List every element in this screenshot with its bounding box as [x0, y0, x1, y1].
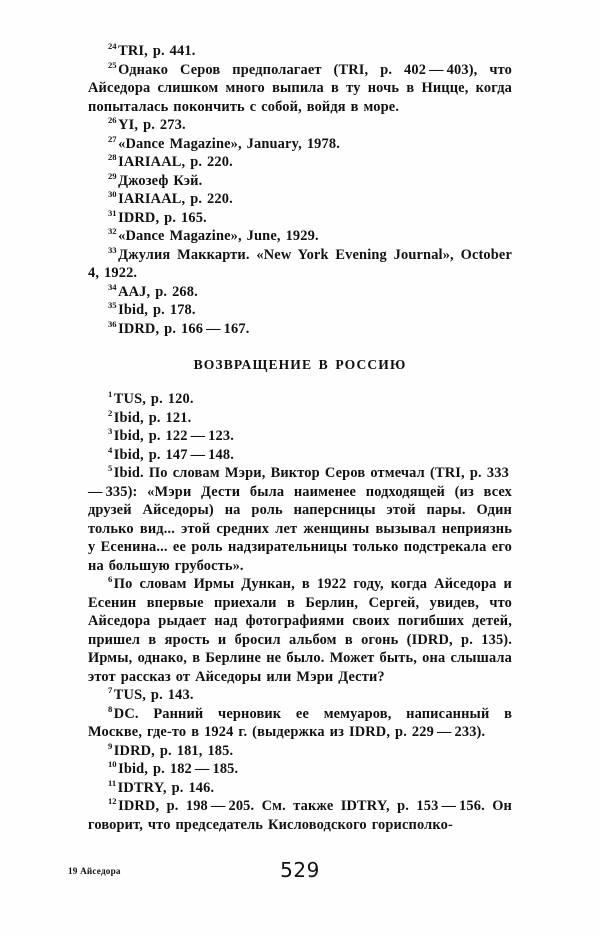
endnote-item	[88, 42, 512, 61]
endnote-text: IDTRY, p. 146.	[117, 779, 215, 796]
endnote-number: 9	[108, 740, 113, 751]
endnote-item	[88, 427, 512, 446]
endnote-item	[88, 686, 512, 705]
endnote-text: TUS, p. 143.	[113, 687, 194, 703]
endnote-item	[88, 209, 512, 228]
endnote-text: Ibid, p. 178.	[118, 302, 196, 318]
endnote-number: 10	[108, 759, 117, 770]
endnote-text: Ibid, p. 121.	[113, 409, 192, 426]
endnote-text: Ibid, p. 122 — 123.	[113, 428, 234, 444]
endnote-item	[88, 190, 512, 209]
endnote-item	[88, 172, 512, 191]
endnotes-list-previous-chapter	[88, 42, 512, 338]
endnote-number: 12	[108, 796, 117, 807]
endnote-text: IDRD, p. 198 — 205. См. также IDTRY, p. 153 — 156. Он говорит, что председатель Кисловодского горисполко-	[88, 798, 512, 833]
endnote-number: 35	[108, 300, 117, 311]
endnote-item	[88, 575, 512, 686]
endnote-item	[88, 705, 512, 742]
endnote-text: IARIAAL, p. 220.	[118, 154, 233, 170]
text-column	[88, 42, 512, 834]
endnote-number: 32	[108, 226, 117, 237]
endnote-text: IARIAAL, p. 220.	[118, 191, 233, 207]
endnote-number: 1	[108, 389, 113, 400]
page-footer	[0, 858, 600, 898]
endnote-number: 5	[108, 463, 113, 474]
endnote-number: 7	[108, 685, 113, 696]
endnote-item	[88, 116, 512, 135]
endnote-item	[88, 227, 512, 246]
endnote-text: YI, p. 273.	[118, 117, 186, 133]
endnote-text: Ibid, p. 182 — 185.	[118, 761, 239, 777]
endnote-text: Джулия Маккарти. «New York Evening Journal», October 4, 1922.	[88, 246, 512, 281]
endnote-number: 24	[108, 41, 117, 52]
signature-mark: 19 Айседора	[68, 866, 121, 876]
endnote-number: 25	[108, 59, 117, 70]
endnote-number: 28	[108, 152, 117, 163]
endnote-item	[88, 742, 512, 761]
section-heading: ВОЗВРАЩЕНИЕ В РОССИЮ	[193, 357, 407, 372]
endnote-number: 11	[108, 777, 117, 788]
endnote-number: 8	[108, 703, 113, 714]
endnote-number: 31	[108, 207, 117, 218]
endnote-number: 29	[108, 170, 117, 181]
endnote-item	[88, 779, 512, 798]
endnote-text: «Dance Magazine», June, 1929.	[118, 228, 319, 244]
endnote-number: 34	[108, 281, 117, 292]
endnote-number: 4	[108, 444, 113, 455]
endnote-text: TUS, p. 120.	[113, 391, 194, 407]
page-number: 529	[280, 858, 320, 882]
endnotes-list-current-chapter	[88, 390, 512, 834]
endnote-item	[88, 301, 512, 320]
endnote-item	[88, 760, 512, 779]
endnote-number: 3	[108, 426, 113, 437]
endnote-item	[88, 61, 512, 117]
endnote-item	[88, 153, 512, 172]
endnote-text: Ibid, p. 147 — 148.	[113, 446, 234, 463]
endnote-text: Джозеф Кэй.	[118, 172, 203, 189]
endnote-item	[88, 246, 512, 283]
endnote-item	[88, 135, 512, 154]
endnote-text: IDRD, p. 181, 185.	[113, 742, 234, 759]
endnote-item	[88, 409, 512, 428]
endnote-text: TRI, p. 441.	[118, 43, 196, 59]
endnote-number: 2	[108, 407, 113, 418]
endnote-item	[88, 464, 512, 575]
endnote-item	[88, 390, 512, 409]
endnote-text: IDRD, p. 166 — 167.	[118, 320, 250, 337]
endnote-text: IDRD, p. 165.	[118, 209, 207, 226]
endnote-number: 27	[108, 133, 117, 144]
endnote-text: Ibid. По словам Мэри, Виктор Серов отмечал (TRI, p. 333 — 335): «Мэри Дести была наименее подходящей (из всех друзей Айседоры) на роль наперсницы этой пары. Один только вид... этой средних лет женщины вызывал неприязнь у Есенина... ее роль надзирательницы только подстрекала его на большую грубость».	[88, 465, 512, 574]
endnote-text: По словам Ирмы Дункан, в 1922 году, когда Айседора и Есенин впервые приехали в Берлин, Сергей, увидев, что Айседора рыдает над фотографиями своих погибших детей, пришел в ярость и бросил альбом в огонь (IDRD, p. 135). Ирмы, однако, в Берлине не было. Может быть, она слышала этот рассказ от Айседоры или Мэри Дести?	[88, 576, 512, 685]
endnote-text: AAJ, p. 268.	[118, 283, 198, 300]
endnote-number: 6	[108, 574, 113, 585]
endnote-number: 36	[108, 318, 117, 329]
endnote-text: «Dance Magazine», January, 1978.	[118, 135, 340, 152]
endnote-number: 26	[108, 115, 117, 126]
endnote-item	[88, 320, 512, 339]
endnote-item	[88, 446, 512, 465]
endnote-text: DC. Ранний черновик ее мемуаров, написанный в Москве, где-то в 1924 г. (выдержка из IDRD, p. 229 — 233).	[88, 705, 512, 740]
endnote-number: 33	[108, 244, 117, 255]
endnote-item	[88, 283, 512, 302]
endnote-number: 30	[108, 189, 117, 200]
endnote-text: Однако Серов предполагает (TRI, p. 402 — 403), что Айседора слишком много выпила в ту ночь в Ницце, когда попыталась покончить с собой, войдя в море.	[88, 61, 512, 115]
endnote-item	[88, 797, 512, 834]
